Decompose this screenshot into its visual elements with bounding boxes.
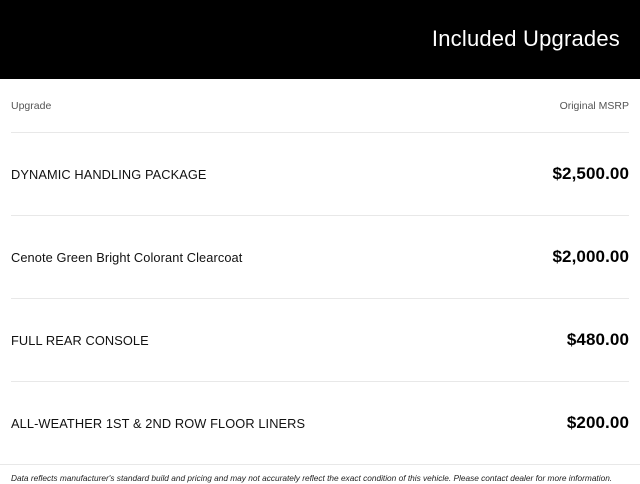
table-row bbox=[11, 132, 629, 215]
table-row bbox=[11, 215, 629, 298]
table-header-row bbox=[11, 79, 629, 132]
upgrade-price: $2,000.00 bbox=[552, 247, 629, 266]
upgrades-table bbox=[0, 79, 640, 464]
upgrade-name: ALL-WEATHER 1ST & 2ND ROW FLOOR LINERS bbox=[11, 415, 306, 431]
upgrade-price: $200.00 bbox=[566, 413, 629, 432]
table-row bbox=[11, 298, 629, 381]
page-header bbox=[0, 0, 640, 79]
upgrade-price: $2,500.00 bbox=[552, 164, 629, 183]
disclaimer-text: Data reflects manufacturer's standard build and pricing and may not accurately reflect the exact condition of this vehicle. Please contact dealer for more information. bbox=[0, 464, 640, 484]
column-header-msrp: Original MSRP bbox=[559, 99, 629, 112]
upgrade-name: DYNAMIC HANDLING PACKAGE bbox=[11, 166, 207, 182]
page-title: Included Upgrades bbox=[431, 25, 620, 51]
column-header-upgrade: Upgrade bbox=[11, 99, 52, 112]
upgrade-name: FULL REAR CONSOLE bbox=[11, 332, 149, 348]
upgrade-name: Cenote Green Bright Colorant Clearcoat bbox=[11, 249, 243, 265]
upgrade-price: $480.00 bbox=[566, 330, 629, 349]
table-row bbox=[11, 381, 629, 464]
